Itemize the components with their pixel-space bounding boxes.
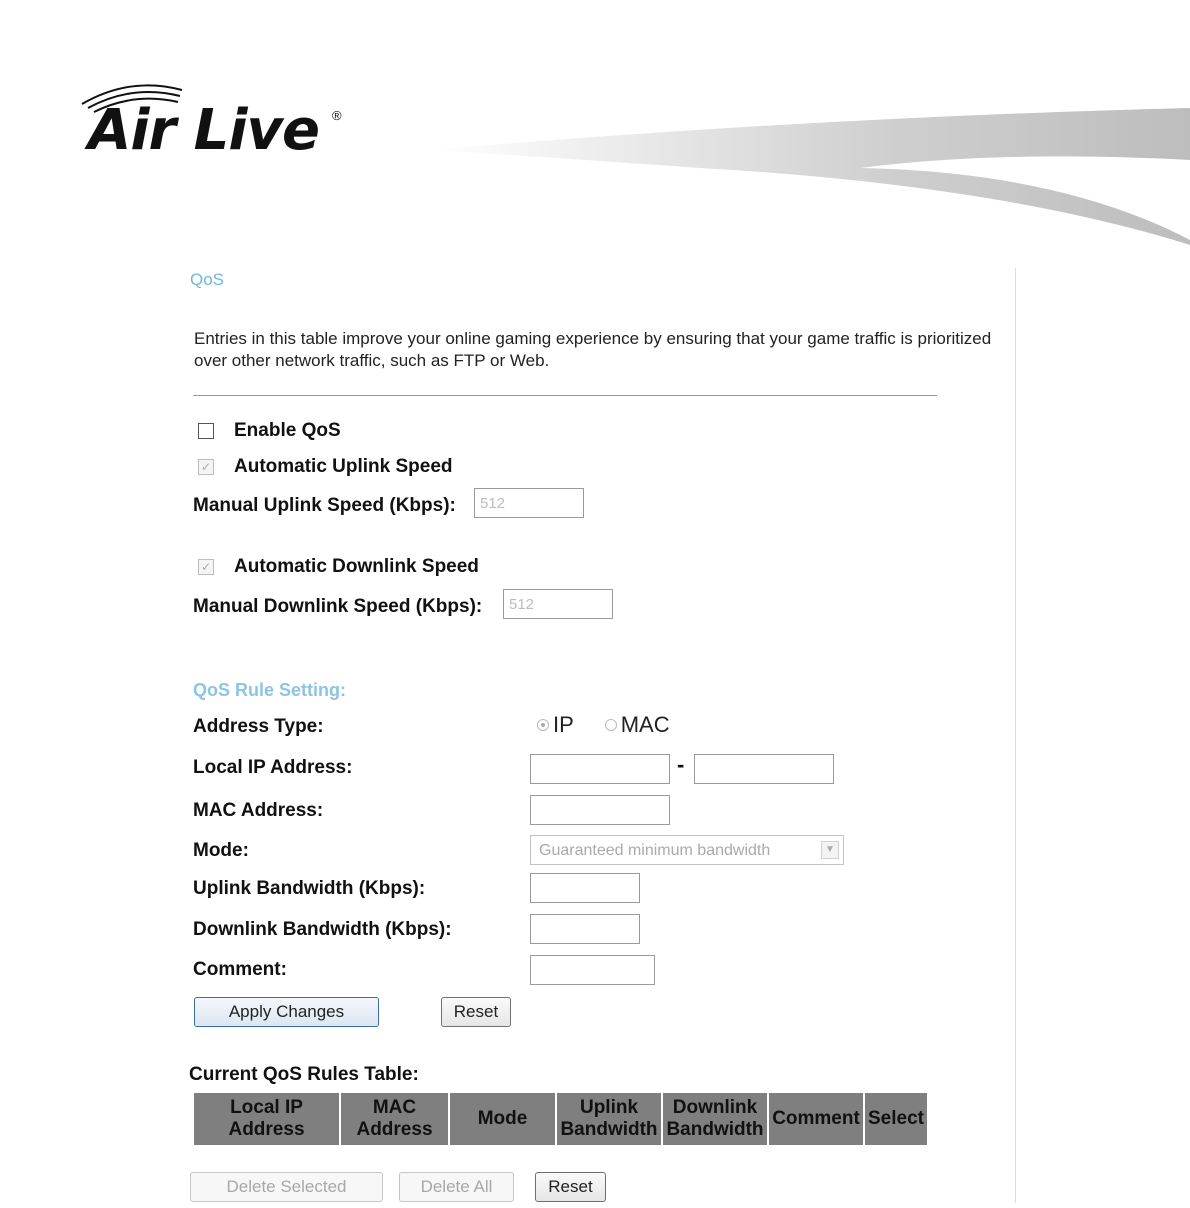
header-downlink-bandwidth: Downlink Bandwidth bbox=[663, 1093, 767, 1145]
divider bbox=[193, 395, 937, 396]
page-title: QoS bbox=[190, 270, 225, 289]
address-type-group bbox=[537, 712, 670, 738]
header-local-ip: Local IP Address bbox=[194, 1093, 339, 1145]
auto-downlink-checkbox[interactable]: ✓ bbox=[198, 559, 214, 575]
uplink-bandwidth-input[interactable] bbox=[530, 873, 640, 903]
header-uplink-bandwidth: Uplink Bandwidth bbox=[557, 1093, 661, 1145]
manual-downlink-label: Manual Downlink Speed (Kbps): bbox=[193, 596, 483, 617]
delete-all-button[interactable]: Delete All bbox=[399, 1172, 514, 1202]
address-type-ip-radio[interactable] bbox=[537, 719, 549, 731]
enable-qos-label: Enable QoS bbox=[234, 420, 341, 441]
page-description: Entries in this table improve your online gaming experience by ensuring that your game traffic is prioritized over other network traffic, such as FTP or Web. bbox=[194, 329, 992, 370]
enable-qos-row bbox=[198, 420, 341, 442]
auto-downlink-row bbox=[198, 556, 479, 578]
local-ip-label: Local IP Address: bbox=[193, 757, 353, 778]
reset-button[interactable]: Reset bbox=[441, 997, 511, 1027]
manual-uplink-input[interactable]: 512 bbox=[474, 488, 584, 518]
enable-qos-checkbox[interactable] bbox=[198, 423, 214, 439]
auto-uplink-checkbox[interactable]: ✓ bbox=[198, 459, 214, 475]
mac-address-input[interactable] bbox=[530, 795, 670, 825]
downlink-bandwidth-input[interactable] bbox=[530, 914, 640, 944]
mac-address-label: MAC Address: bbox=[193, 800, 324, 821]
mode-select[interactable] bbox=[530, 835, 844, 865]
manual-downlink-input[interactable]: 512 bbox=[503, 589, 613, 619]
address-type-mac-label: MAC bbox=[620, 712, 670, 737]
mode-select-value: Guaranteed minimum bandwidth bbox=[539, 842, 771, 859]
local-ip-from-input[interactable] bbox=[530, 754, 670, 784]
downlink-bandwidth-label: Downlink Bandwidth (Kbps): bbox=[193, 919, 452, 940]
rule-section-title: QoS Rule Setting: bbox=[193, 680, 346, 700]
manual-uplink-label: Manual Uplink Speed (Kbps): bbox=[193, 495, 456, 516]
brand-name: Air Live bbox=[88, 98, 320, 163]
auto-downlink-label: Automatic Downlink Speed bbox=[234, 556, 479, 577]
comment-input[interactable] bbox=[530, 955, 655, 985]
ip-range-separator: - bbox=[677, 752, 685, 777]
auto-uplink-label: Automatic Uplink Speed bbox=[234, 456, 453, 477]
header-mac-address: MAC Address bbox=[341, 1093, 448, 1145]
header-mode: Mode bbox=[450, 1093, 555, 1145]
address-type-label: Address Type: bbox=[193, 716, 324, 737]
rules-table-title: Current QoS Rules Table: bbox=[189, 1064, 419, 1085]
apply-changes-button[interactable]: Apply Changes bbox=[194, 997, 379, 1027]
mode-label: Mode: bbox=[193, 840, 249, 861]
delete-selected-button[interactable]: Delete Selected bbox=[190, 1172, 383, 1202]
chevron-down-icon[interactable]: ▼ bbox=[821, 841, 839, 859]
rules-table-header-row bbox=[194, 1093, 927, 1145]
rules-table bbox=[192, 1093, 929, 1145]
auto-uplink-row bbox=[198, 456, 453, 478]
table-reset-button[interactable]: Reset bbox=[535, 1172, 606, 1202]
local-ip-to-input[interactable] bbox=[694, 754, 834, 784]
address-type-ip-label: IP bbox=[553, 712, 574, 737]
header-comment: Comment bbox=[769, 1093, 863, 1145]
comment-label: Comment: bbox=[193, 959, 287, 980]
uplink-bandwidth-label: Uplink Bandwidth (Kbps): bbox=[193, 878, 426, 899]
header-select: Select bbox=[865, 1093, 927, 1145]
registered-mark: ® bbox=[332, 108, 342, 123]
address-type-mac-radio[interactable] bbox=[605, 719, 617, 731]
content-right-border bbox=[1015, 268, 1016, 1203]
